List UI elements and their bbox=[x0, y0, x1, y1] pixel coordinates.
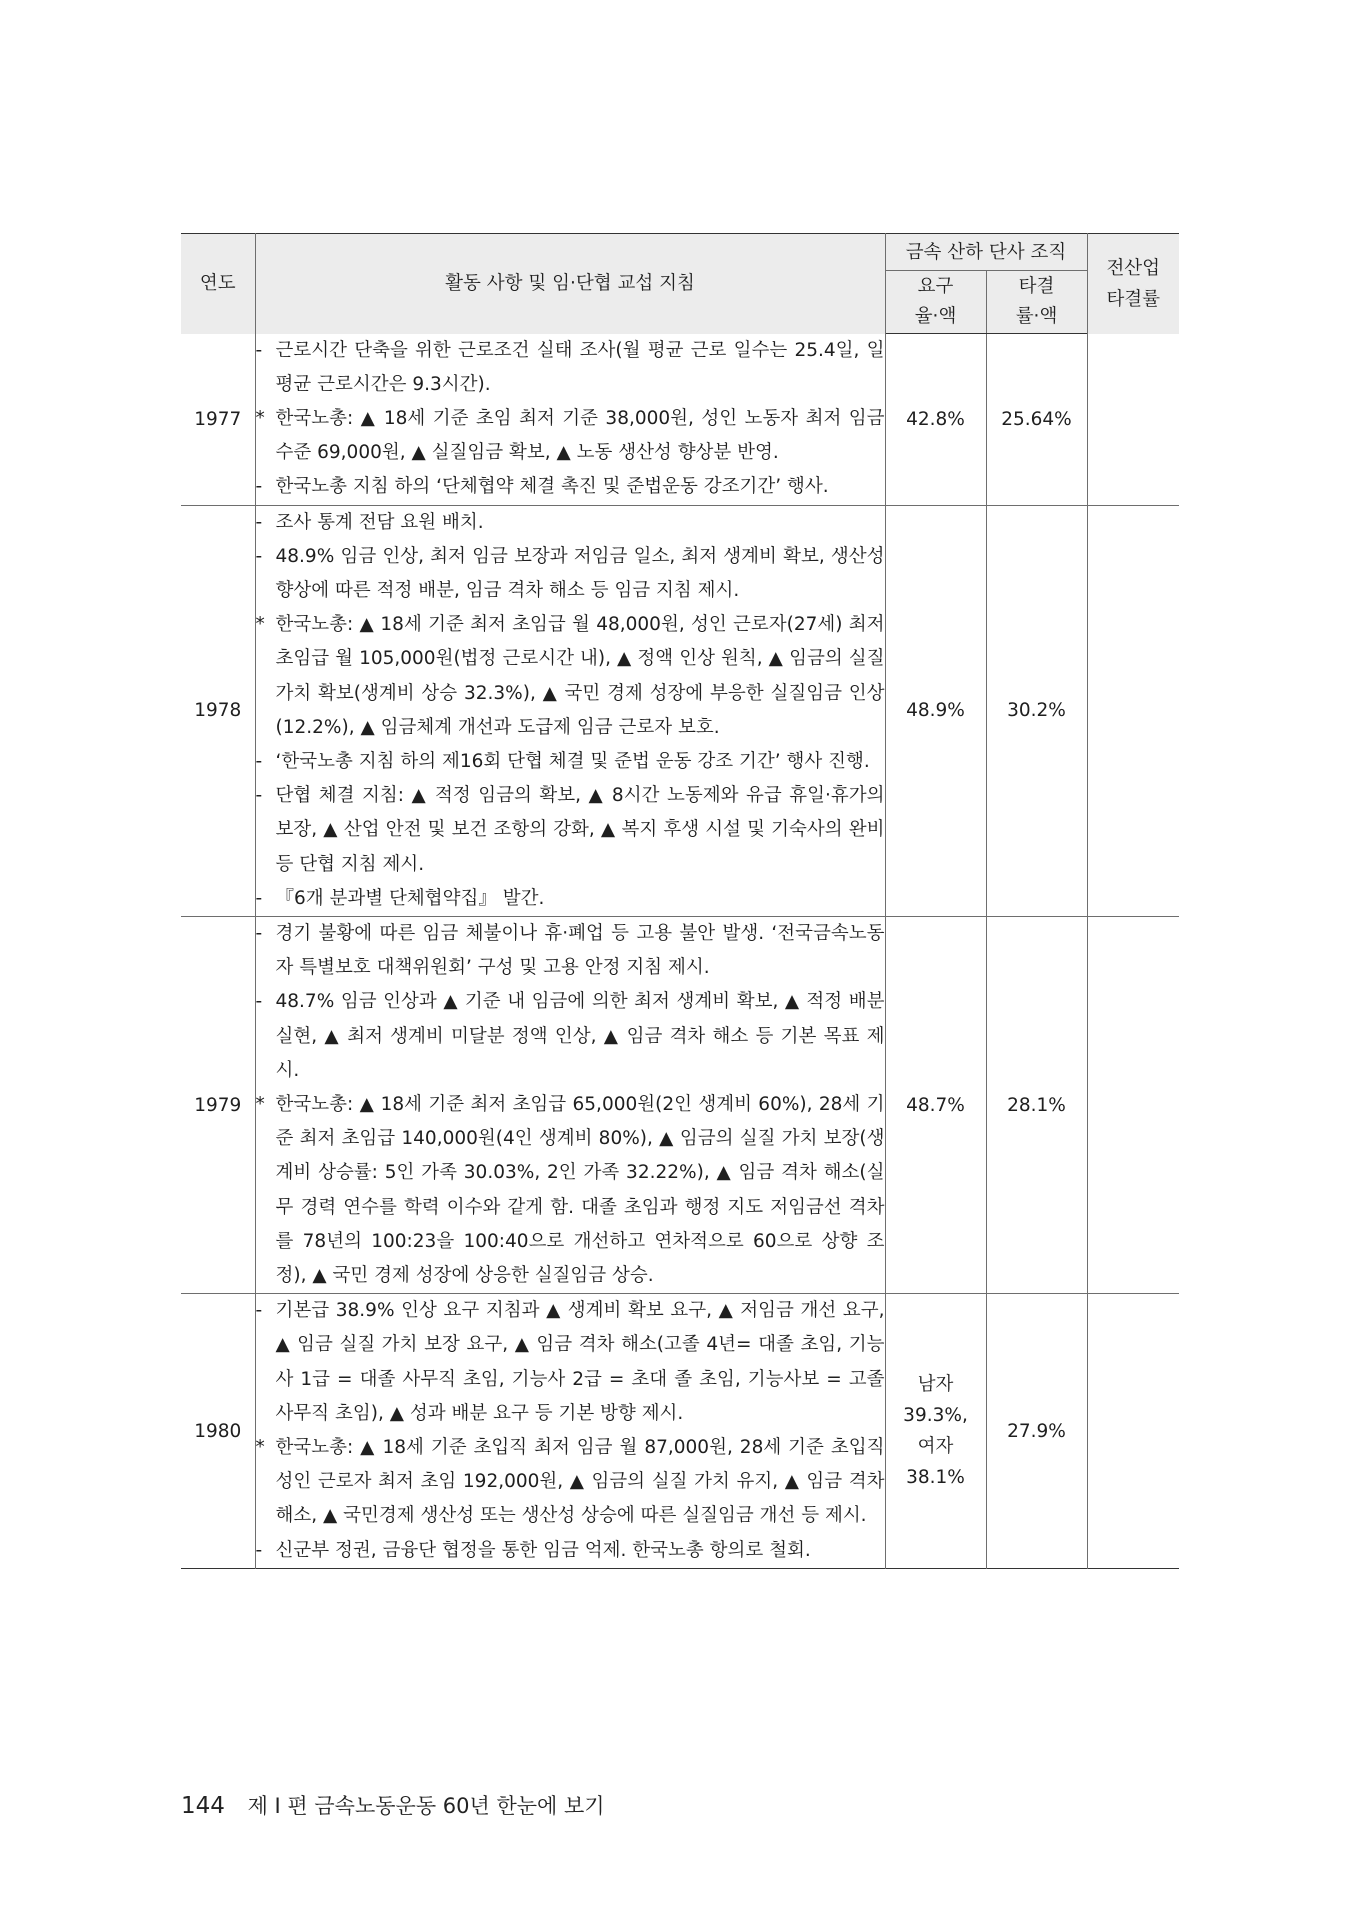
year-cell: 1978 bbox=[181, 505, 255, 916]
demand-line: 38.1% bbox=[906, 1467, 965, 1488]
item-mark: - bbox=[255, 922, 263, 944]
item-text: 한국노총: ▲ 18세 기준 초임 최저 기준 38,000원, 성인 노동자 최저 임금 수준 69,000원, ▲ 실질임금 확보, ▲ 노동 생산성 향상분 반영. bbox=[275, 407, 885, 464]
item-mark: - bbox=[255, 887, 263, 909]
header-activity: 활동 사항 및 임·단협 교섭 지침 bbox=[255, 234, 885, 334]
item-mark: - bbox=[255, 339, 263, 361]
year-cell: 1977 bbox=[181, 334, 255, 506]
item-text: 단협 체결 지침: ▲ 적정 임금의 확보, ▲ 8시간 노동제와 유급 휴일·휴가의 보장, ▲ 산업 안전 및 보건 조항의 강화, ▲ 복지 후생 시설 및 기숙사의 완비 등 단협 지침 제시. bbox=[275, 785, 885, 875]
list-item bbox=[256, 1088, 885, 1293]
year-cell: 1980 bbox=[181, 1294, 255, 1569]
table-row-1979 bbox=[181, 916, 1179, 1293]
header-demand bbox=[885, 271, 986, 334]
settle-cell: 27.9% bbox=[986, 1294, 1087, 1569]
activity-cell bbox=[255, 916, 885, 1293]
item-mark: - bbox=[255, 991, 263, 1013]
item-mark: - bbox=[255, 511, 263, 533]
item-mark: - bbox=[255, 1539, 263, 1561]
demand-line: 39.3%, bbox=[903, 1405, 968, 1426]
item-text: 48.7% 임금 인상과 ▲ 기준 내 임금에 의한 최저 생계비 확보, ▲ 적정 배분 실현, ▲ 최저 생계비 미달분 정액 인상, ▲ 임금 격차 해소 등 기본 목표 제시. bbox=[275, 991, 885, 1081]
item-text: 조사 통계 전담 요원 배치. bbox=[275, 511, 484, 533]
total-cell bbox=[1087, 916, 1179, 1293]
header-total-rate bbox=[1087, 234, 1179, 334]
activity-cell bbox=[255, 1294, 885, 1569]
list-item bbox=[256, 745, 885, 779]
demand-cell bbox=[885, 1294, 986, 1569]
page-number: 144 bbox=[181, 1793, 225, 1819]
item-text: 한국노총 지침 하의 ‘단체협약 체결 촉진 및 준법운동 강조기간’ 행사. bbox=[275, 476, 829, 498]
item-text: 한국노총: ▲ 18세 기준 최저 초임급 월 48,000원, 성인 근로자(27세) 최저 초임급 월 105,000원(법정 근로시간 내), ▲ 정액 인상 원칙, ▲ 임금의 실질 가치 확보(생계비 상승 32.3%), ▲ 국민 경제 성장에 부응한 실질임금 인상(12.2%), ▲ 임금체계 개선과 도급제 임금 근로자 보호. bbox=[275, 614, 885, 738]
list-item bbox=[256, 882, 885, 916]
item-text: 신군부 정권, 금융단 협정을 통한 임금 억제. 한국노총 항의로 철회. bbox=[275, 1539, 811, 1561]
page-footer bbox=[181, 1790, 605, 1820]
list-item bbox=[256, 334, 885, 402]
item-text: 48.9% 임금 인상, 최저 임금 보장과 저임금 일소, 최저 생계비 확보, 생산성 향상에 따른 적정 배분, 임금 격차 해소 등 임금 지침 제시. bbox=[275, 545, 885, 601]
item-mark: - bbox=[255, 785, 263, 807]
table-row-1978 bbox=[181, 505, 1179, 916]
activity-cell bbox=[255, 505, 885, 916]
header-settle-line1: 타결 bbox=[1018, 276, 1055, 297]
header-total-line2: 타결률 bbox=[1106, 288, 1161, 310]
header-demand-line1: 요구 bbox=[917, 276, 954, 297]
list-item bbox=[256, 402, 885, 470]
total-cell bbox=[1087, 334, 1179, 506]
item-mark: * bbox=[255, 1093, 265, 1115]
item-mark: * bbox=[255, 407, 265, 429]
demand-line: 남자 bbox=[917, 1374, 954, 1395]
header-settle bbox=[986, 271, 1087, 334]
activity-cell bbox=[255, 334, 885, 506]
item-text: 『6개 분과별 단체협약집』 발간. bbox=[275, 887, 545, 909]
wage-bargaining-table bbox=[181, 233, 1179, 1569]
item-text: 기본급 38.9% 인상 요구 지침과 ▲ 생계비 확보 요구, ▲ 저임금 개선 요구, ▲ 임금 실질 가치 보장 요구, ▲ 임금 격차 해소(고졸 4년= 대졸 초임, 기능사 1급 = 대졸 사무직 초임, 기능사 2급 = 초대 졸 초임, 기능사보 = 고졸 사무직 초임), ▲ 성과 배분 요구 등 기본 방향 제시. bbox=[275, 1300, 885, 1424]
item-text: 한국노총: ▲ 18세 기준 초입직 최저 임금 월 87,000원, 28세 기준 초입직 성인 근로자 최저 초임 192,000원, ▲ 임금의 실질 가치 유지, ▲ 임금 격차 해소, ▲ 국민경제 생산성 또는 생산성 상승에 따른 실질임금 개선 등 제시. bbox=[275, 1437, 885, 1527]
table-row-1977 bbox=[181, 334, 1179, 506]
settle-cell: 28.1% bbox=[986, 916, 1087, 1293]
list-item bbox=[256, 1294, 885, 1431]
item-text: 근로시간 단축을 위한 근로조건 실태 조사(월 평균 근로 일수는 25.4일, 일 평균 근로시간은 9.3시간). bbox=[275, 339, 885, 395]
total-cell bbox=[1087, 1294, 1179, 1569]
header-settle-line2: 률·액 bbox=[1015, 306, 1058, 327]
list-item bbox=[256, 506, 885, 540]
header-metal-group: 금속 산하 단사 조직 bbox=[885, 234, 1087, 271]
item-mark: - bbox=[255, 1300, 263, 1322]
table-row-1980 bbox=[181, 1294, 1179, 1569]
list-item bbox=[256, 779, 885, 882]
item-text: ‘한국노총 지침 하의 제16회 단협 체결 및 준법 운동 강조 기간’ 행사 진행. bbox=[275, 750, 870, 772]
item-mark: - bbox=[255, 545, 263, 567]
list-item bbox=[256, 1431, 885, 1534]
item-mark: - bbox=[255, 476, 263, 498]
list-item bbox=[256, 985, 885, 1088]
item-mark: * bbox=[255, 614, 265, 636]
list-item bbox=[256, 608, 885, 745]
item-mark: * bbox=[255, 1437, 265, 1458]
demand-cell: 48.7% bbox=[885, 916, 986, 1293]
list-item bbox=[256, 917, 885, 985]
list-item bbox=[256, 1534, 885, 1568]
settle-cell: 30.2% bbox=[986, 505, 1087, 916]
demand-cell: 42.8% bbox=[885, 334, 986, 506]
settle-cell: 25.64% bbox=[986, 334, 1087, 506]
demand-cell: 48.9% bbox=[885, 505, 986, 916]
header-total-line1: 전산업 bbox=[1106, 257, 1161, 279]
year-cell: 1979 bbox=[181, 916, 255, 1293]
item-text: 한국노총: ▲ 18세 기준 최저 초임급 65,000원(2인 생계비 60%), 28세 기준 최저 초임급 140,000원(4인 생계비 80%), ▲ 임금의 실질 가치 보장(생계비 상승률: 5인 가족 30.03%, 2인 가족 32.22%), ▲ 임금 격차 해소(실무 경력 연수를 학력 이수와 같게 함. 대졸 초임과 행정 지도 저임금선 격차를 78년의 100:23을 100:40으로 개선하고 연차적으로 60으로 상향 조정), ▲ 국민 경제 성장에 상응한 실질임금 상승. bbox=[275, 1093, 885, 1286]
list-item bbox=[256, 540, 885, 608]
item-mark: - bbox=[255, 750, 263, 772]
header-demand-line2: 율·액 bbox=[914, 306, 957, 327]
item-text: 경기 불황에 따른 임금 체불이나 휴·폐업 등 고용 불안 발생. ‘전국금속노동자 특별보호 대책위원회’ 구성 및 고용 안정 지침 제시. bbox=[275, 922, 885, 979]
section-title: 제 I 편 금속노동운동 60년 한눈에 보기 bbox=[247, 1794, 605, 1818]
demand-line: 여자 bbox=[917, 1436, 954, 1457]
header-year: 연도 bbox=[181, 234, 255, 334]
total-cell bbox=[1087, 505, 1179, 916]
list-item bbox=[256, 470, 885, 504]
